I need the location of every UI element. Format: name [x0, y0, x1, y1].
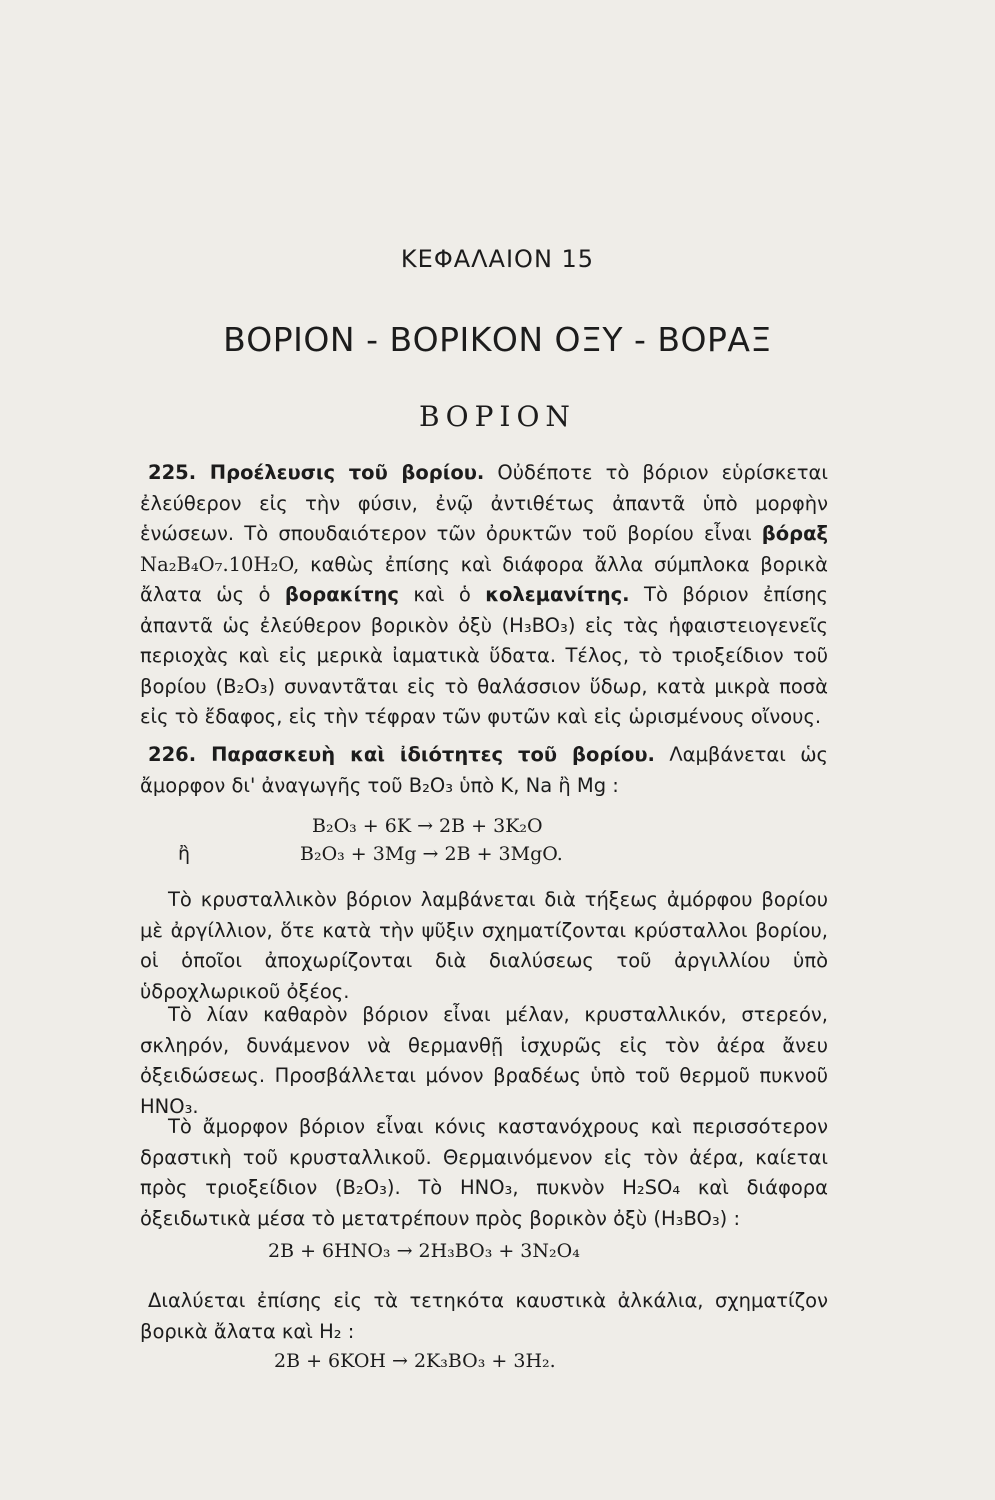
equation-or: ἢ: [178, 843, 191, 865]
text-crystalline: Τὸ κρυσταλλικὸν βόριον λαμβάνεται διὰ τήξεως ἀμόρφου βορίου μὲ ἀργίλλιον, ὅτε κατὰ τὴν ψῦξιν σχηματίζονται κρύσταλλοι βορίου, οἱ ὁποῖοι ἀποχωρίζονται διὰ διαλύσεως τοῦ ἀργιλλίου ὑπὸ ὑδροχλωρικοῦ ὀξέος.: [140, 888, 828, 1003]
term-borakitis: βορακίτης: [284, 583, 399, 606]
equation-3: 2B + 6HNO₃ → 2H₃BO₃ + 3N₂O₄: [268, 1240, 580, 1262]
term-borax: βόραξ: [761, 522, 828, 545]
paragraph-226: [140, 740, 828, 801]
formula-borax: Na₂B₄O₇.10H₂O,: [140, 552, 300, 576]
term-kolemanitis: κολεμανίτης.: [485, 583, 630, 606]
chapter-heading: ΚΕΦΑΛΑΙΟΝ 15: [400, 245, 595, 273]
equation-2: B₂O₃ + 3Mg → 2B + 3MgO.: [300, 843, 563, 865]
section-heading: ΒΟΡΙΟΝ: [419, 400, 576, 433]
equation-1: B₂O₃ + 6K → 2B + 3K₂O: [312, 815, 543, 837]
text-pure: Τὸ λίαν καθαρὸν βόριον εἶναι μέλαν, κρυσταλλικόν, στερεόν, σκληρόν, δυνάμενον νὰ θερμανθῇ ἰσχυρῶς εἰς τὸν ἀέρα ἄνευ ὀξειδώσεως. Προσβάλλεται μόνον βραδέως ὑπὸ τοῦ θερμοῦ πυκνοῦ HNO₃.: [140, 1003, 828, 1118]
equation-4: 2B + 6KOH → 2K₃BO₃ + 3H₂.: [274, 1350, 556, 1372]
text-amorphous: Τὸ ἄμορφον βόριον εἶναι κόνις καστανόχρους καὶ περισσότερον δραστικὴ τοῦ κρυσταλλικοῦ. Θερμαινόμενον εἰς τὸν ἀέρα, καίεται πρὸς τριοξείδιον (B₂O₃). Τὸ HNO₃, πυκνὸν H₂SO₄ καὶ διάφορα ὀξειδωτικὰ μέσα τὸ μετατρέπουν πρὸς βορικὸν ὀξὺ (H₃BO₃) :: [140, 1115, 828, 1230]
chapter-title: ΒΟΡΙΟΝ - ΒΟΡΙΚΟΝ ΟΞΥ - ΒΟΡΑΞ: [223, 320, 772, 359]
paragraph-pure: [140, 1000, 828, 1122]
heading-225: 225. Προέλευσις τοῦ βορίου.: [148, 461, 485, 484]
paragraph-alkali: [140, 1286, 828, 1347]
text-225-d: Τὸ βόριον ἐπίσης ἀπαντᾶ ὡς ἐλεύθερον βορικὸν ὀξὺ (H₃BO₃) εἰς τὰς ἡφαιστειογενεῖς περιοχὰς καὶ εἰς μερικὰ ἰαματικὰ ὕδατα. Τέλος, τὸ τριοξείδιον τοῦ βορίου (B₂O₃) συναντᾶται εἰς τὸ θαλάσσιον ὕδωρ, κατὰ μικρὰ ποσὰ εἰς τὸ ἔδαφος, εἰς τὴν τέφραν τῶν φυτῶν καὶ εἰς ὡρισμένους οἴνους.: [140, 583, 828, 728]
text-225-c: καὶ ὁ: [413, 583, 471, 606]
text-226: Λαμβάνεται ὡς ἄμορφον δι' ἀναγωγῆς τοῦ B₂O₃ ὑπὸ K, Na ἢ Mg :: [140, 743, 828, 797]
text-alkali: Διαλύεται ἐπίσης εἰς τὰ τετηκότα καυστικὰ ἀλκάλια, σχηματίζον βορικὰ ἄλατα καὶ H₂ :: [140, 1289, 828, 1343]
paragraph-225: [140, 458, 828, 733]
paragraph-crystalline: [140, 885, 828, 1007]
paragraph-amorphous: [140, 1112, 828, 1234]
heading-226: 226. Παρασκευὴ καὶ ἰδιότητες τοῦ βορίου.: [148, 743, 655, 766]
text-225-a: Οὐδέποτε τὸ βόριον εὑρίσκεται ἐλεύθερον εἰς τὴν φύσιν, ἐνῷ ἀντιθέτως ἀπαντᾶ ὑπὸ μορφὴν ἑνώσεων. Τὸ σπουδαιότερον τῶν ὀρυκτῶν τοῦ βορίου εἶναι: [140, 461, 828, 545]
text-225-b: καθὼς ἐπίσης καὶ διάφορα ἄλλα σύμπλοκα βορικὰ ἄλατα ὡς ὁ: [140, 552, 828, 606]
